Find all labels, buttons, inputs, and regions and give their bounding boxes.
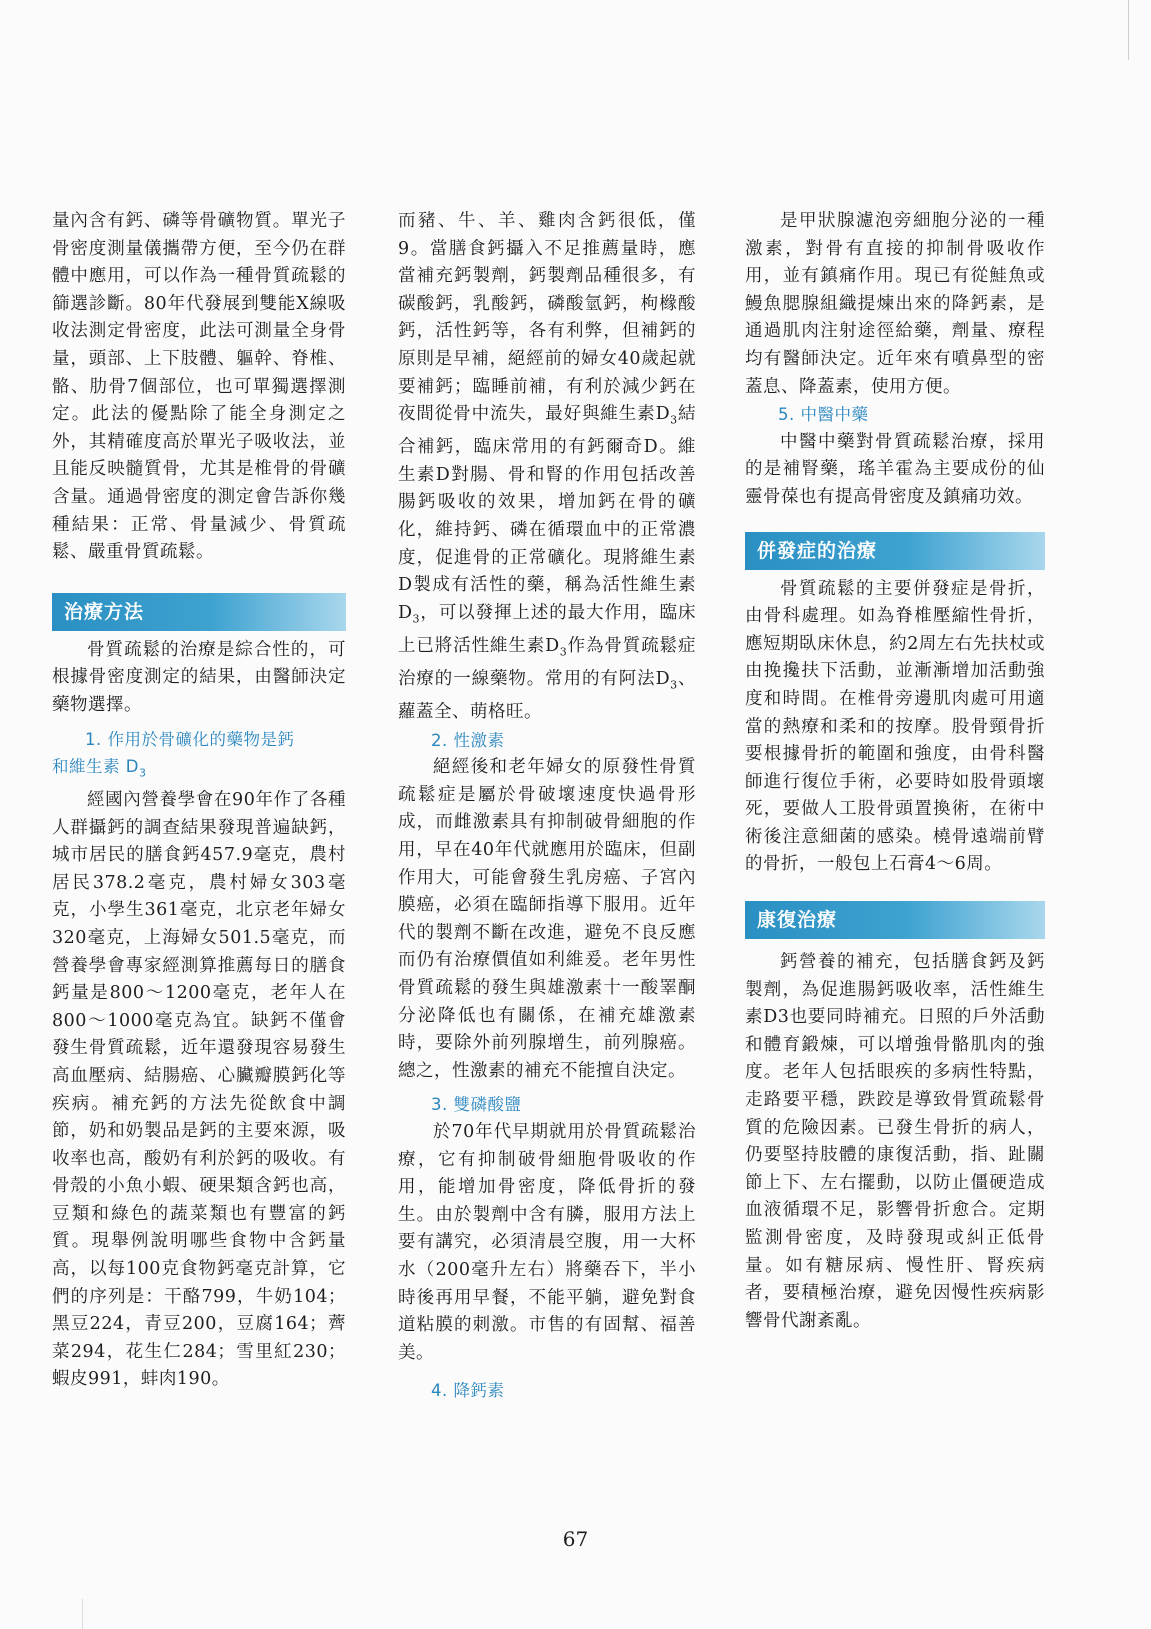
column-middle xyxy=(398,208,696,1405)
subscript-3: 3 xyxy=(670,678,678,692)
paragraph-calcium-intake: 經國內營養學會在90年作了各種人群攝鈣的調查結果發現普遍缺鈣，城市居民的膳食鈣457.9毫克，農村居民378.2毫克，農村婦女303毫克，小學生361毫克，北京老年婦女320毫克，上海婦女501.5毫克，而營養學會專家經測算推薦每日的膳食鈣量是800～1200毫克，老年人在800～1000毫克為宜。缺鈣不僅會發生骨質疏鬆，近年還發現容易發生高血壓病、結腸癌、心臟瓣膜鈣化等疾病。補充鈣的方法先從飲食中調節，奶和奶製品是鈣的主要來源，吸收率也高，酸奶有利於鈣的吸收。有骨殼的小魚小蝦、硬果類含鈣也高，豆類和綠色的蔬菜類也有豐富的鈣質。現舉例說明哪些食物中含鈣量高，以每100克食物鈣毫克計算，它們的序列是：干酪799，牛奶104；黑豆224，青豆200，豆腐164；薺菜294，花生仁284；雪里紅230；蝦皮991，蚌肉190。 xyxy=(52,789,346,1390)
subscript-3: 3 xyxy=(138,766,147,780)
paragraph-bisphosphonates: 於70年代早期就用於骨質疏鬆治療，它有抑制破骨細胞骨吸收的作用，能增加骨密度，降低骨折的發生。由於製劑中含有膦，服用方法上要有講究，必須清晨空腹，用一大杯水（200毫升左右）將藥吞下，半小時後再用早餐，不能平躺，避免對食道粘膜的刺激。市售的有固幫、福善美。 xyxy=(398,1122,696,1363)
paragraph-calcitonin: 是甲狀腺濾泡旁細胞分泌的一種激素，對骨有直接的抑制骨吸收作用，並有鎮痛作用。現已有從鮭魚或鰻魚腮腺組織提煉出來的降鈣素，是通過肌肉注射途徑給藥，劑量、療程均有醫師決定。近年來有噴鼻型的密蓋息、降蓋素，使用方便。 xyxy=(745,211,1045,397)
subheading-sex-hormones: 2. 性激素 xyxy=(431,730,505,750)
subheading-calcium-vitd-line2: 和維生素 D xyxy=(52,757,139,777)
subheading-calcium-vitd-line2-wrap xyxy=(52,753,346,787)
paragraph-bone-density-methods: 量內含有鈣、磷等骨礦物質。單光子骨密度測量儀攜帶方便，至今仍在群體中應用，可以作為一種骨質疏鬆的篩選診斷。80年代發展到雙能X線吸收法測定骨密度，此法可測量全身骨量，頭部、上下肢體、軀幹、脊椎、骼、肋骨7個部位，也可單獨選擇測定。此法的優點除了能全身測定之外，其精確度高於單光子吸收法，並且能反映髓質骨，尤其是椎骨的骨礦含量。通過骨密度的測定會告訴你幾種結果：正常、骨量減少、骨質疏鬆、嚴重骨質疏鬆。 xyxy=(52,211,346,563)
page-number: 67 xyxy=(562,1527,589,1551)
text-calcium-supplements-e: 、蘿蓋全、萌格旺。 xyxy=(398,669,697,723)
text-calcium-supplements-b: 結合補鈣，臨床常用的有鈣爾奇D。維生素D對腸、骨和腎的作用包括改善腸鈣吸收的效果，增加鈣在骨的礦化，維持鈣、磷在循環血中的正常濃度，促進骨的正常礦化。現將維生素D製成有活性的藥，稱為活性維生素D xyxy=(398,404,697,623)
subscript-3: 3 xyxy=(559,645,568,659)
scan-edge-mark xyxy=(1128,0,1129,60)
column-left xyxy=(52,208,346,1394)
subheading-calcium-vitd-line1: 1. 作用於骨礦化的藥物是鈣 xyxy=(85,729,295,749)
section-heading-complications: 併發症的治療 xyxy=(745,532,1045,570)
paragraph-tcm: 中醫中藥對骨質疏鬆治療，採用的是補腎藥，瑤羊霍為主要成份的仙靈骨葆也有提高骨密度及鎮痛功效。 xyxy=(745,431,1045,507)
column-right xyxy=(745,208,1045,1335)
subscript-3: 3 xyxy=(412,612,421,626)
subheading-calcitonin: 4. 降鈣素 xyxy=(431,1381,505,1401)
section-heading-rehabilitation: 康復治療 xyxy=(745,901,1045,939)
subheading-bisphosphonates: 3. 雙磷酸鹽 xyxy=(431,1095,522,1115)
text-calcium-supplements-d: 作為骨質疏鬆症治療的一線藥物。常用的有阿法D xyxy=(398,635,697,689)
text-calcium-supplements-a: 而豬、牛、羊、雞肉含鈣很低，僅9。當膳食鈣攝入不足推薦量時，應當補充鈣製劑，鈣製劑品種很多，有碳酸鈣，乳酸鈣，磷酸氫鈣，枸橼酸鈣，活性鈣等，各有利弊，但補鈣的原則是早補，絕經前的婦女40歲起就要補鈣；臨睡前補，有利於減少鈣在夜間從骨中流失，最好與維生素D xyxy=(398,211,696,425)
paragraph-treatment-intro: 骨質疏鬆的治療是綜合性的，可根據骨密度測定的結果，由醫師決定藥物選擇。 xyxy=(52,639,346,715)
section-heading-treatment: 治療方法 xyxy=(52,593,346,631)
subheading-calcium-vitd xyxy=(52,726,346,754)
paragraph-complications: 骨質疏鬆的主要併發症是骨折，由骨科處理。如為脊椎壓縮性骨折，應短期臥床休息，約2周左右先扶杖或由挽攙扶下活動，並漸漸增加活動強度和時間。在椎骨旁邊肌肉處可用適當的熱療和柔和的按摩。股骨頸骨折要根據骨折的範圍和強度，由骨科醫師進行復位手術，必要時如股骨頭壞死，要做人工股骨頭置換術，在術中術後注意細菌的感染。橈骨遠端前臂的骨折，一般包上石膏4～6周。 xyxy=(745,578,1045,875)
paragraph-rehabilitation: 鈣營養的補充，包括膳食鈣及鈣製劑，為促進腸鈣吸收率，活性維生素D3也要同時補充。日照的戶外活動和體育鍛煉，可以增強骨骼肌肉的強度。老年人包括眼疾的多病性特點，走路要平穩，跌跤是導致骨質疏鬆骨質的危險因素。已發生骨折的病人，仍要堅持肢體的康復活動，指、趾關節上下、左右擺動，以防止僵硬造成血液循環不足，影響骨折愈合。定期監測骨密度，及時發現或糾正低骨量。如有糖尿病、慢性肝、腎疾病者，要積極治療，避免因慢性疾病影響骨代謝紊亂。 xyxy=(745,952,1045,1331)
subscript-3: 3 xyxy=(670,413,678,427)
paragraph-calcium-supplements xyxy=(398,208,696,727)
text-calcium-supplements-c: ，可以發揮上述的最大作用，臨床上已將活性維生素D xyxy=(398,602,696,656)
subheading-tcm: 5. 中醫中藥 xyxy=(778,405,869,425)
paragraph-sex-hormones: 絕經後和老年婦女的原發性骨質疏鬆症是屬於骨破壞速度快過骨形成，而雌激素具有抑制破骨細胞的作用，早在40年代就應用於臨床，但副作用大，可能會發生乳房癌、子宮內膜癌，必須在臨師指導下服用。近年代的製劑不斷在改進，避免不良反應而仍有治療價值如利維爰。老年男性骨質疏鬆的發生與雄激素十一酸睪酮分泌降低也有關係，在補充雄激素時，要除外前列腺增生，前列腺癌。總之，性激素的補充不能擅自決定。 xyxy=(398,757,696,1081)
scan-edge-mark-bottom xyxy=(82,1599,83,1629)
